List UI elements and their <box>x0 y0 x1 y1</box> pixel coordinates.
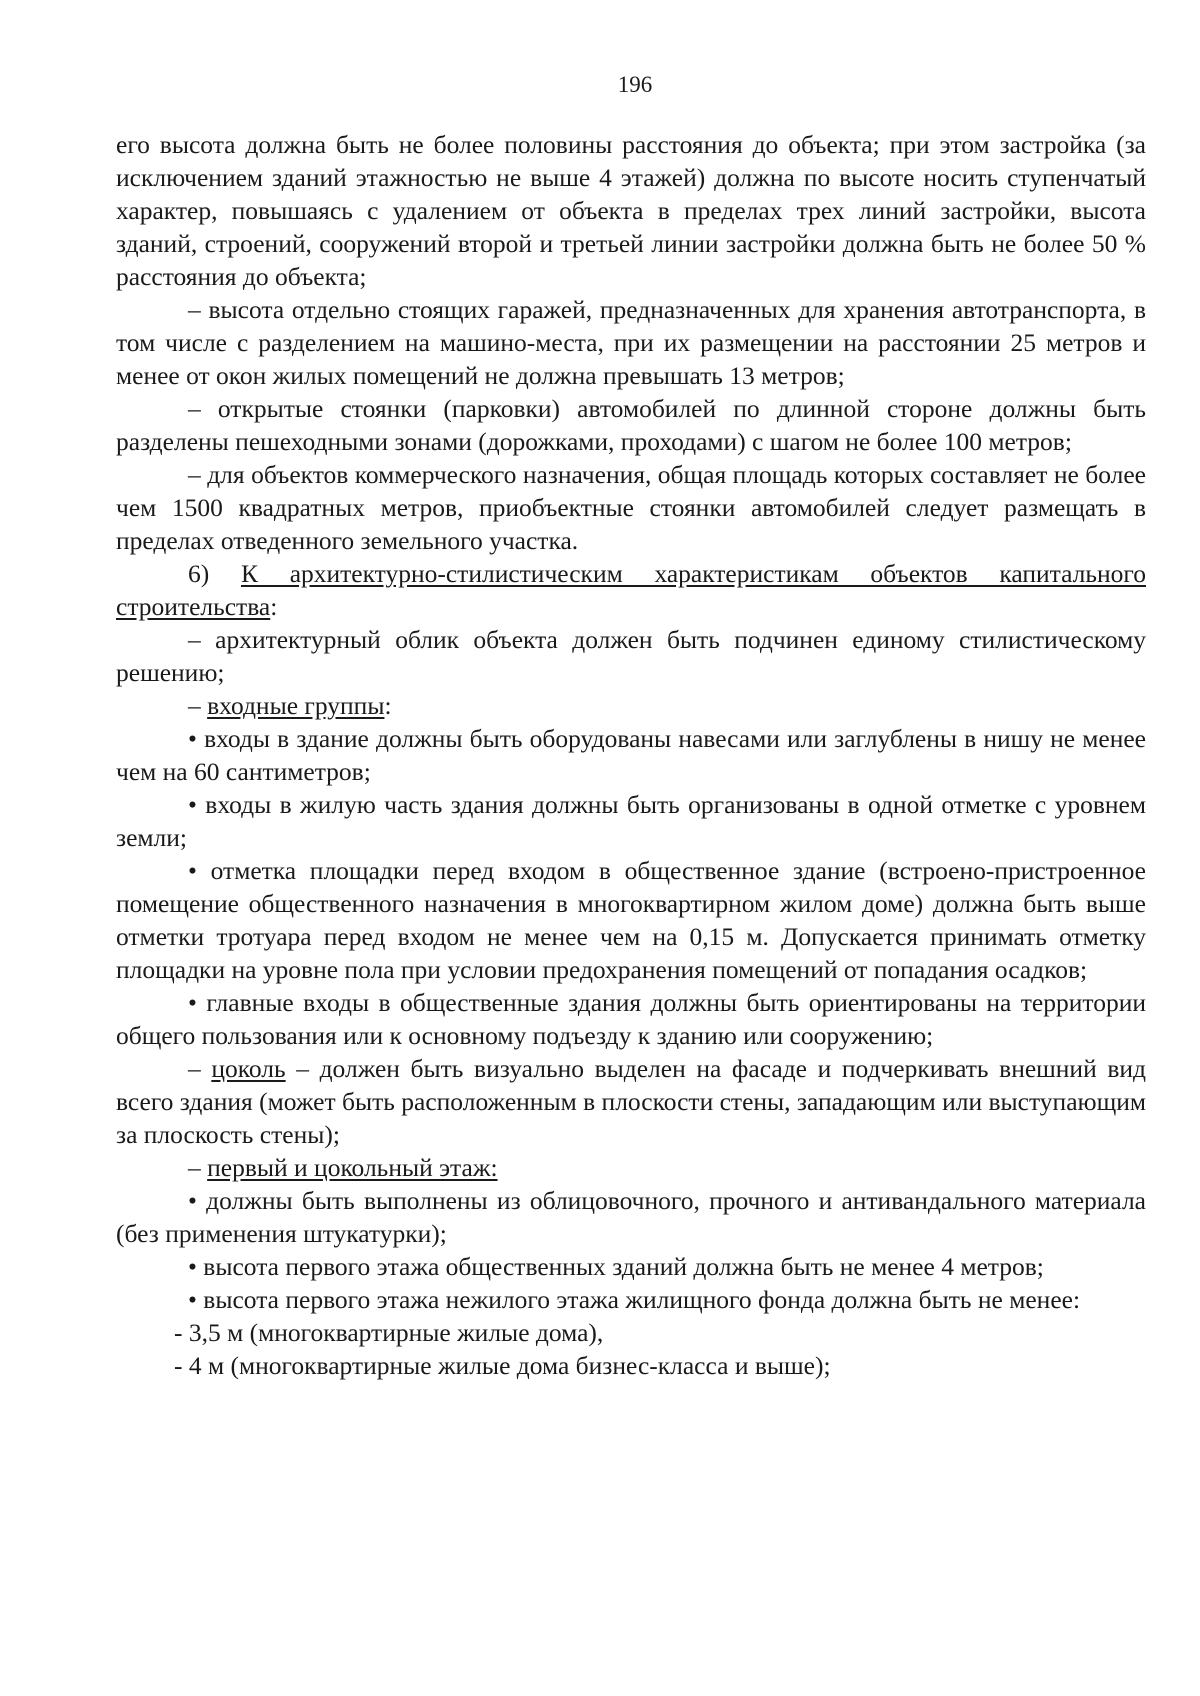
subheading-title: входные группы <box>207 691 385 720</box>
paragraph: его высота должна быть не более половины расстояния до объекта; при этом застройка (за исключением зданий этажностью не выше 4 этажей) должна по высоте носить ступенчатый характер, повышаясь с удалением от объекта в пределах трех линий застройки, высота зданий, строений, сооружений второй и третьей линии застройки должна быть не более 50 % расстояния до объекта; <box>116 130 1146 291</box>
paragraph-text: – должен быть визуально выделен на фасаде и подчеркивать внешний вид всего здания (может быть расположенным в плоскости стены, западающим или выступающим за плоскость стены); <box>116 1054 1146 1149</box>
bullet-item: • высота первого этажа нежилого этажа жилищного фонда должна быть не менее: <box>188 1285 1081 1314</box>
dash: – <box>188 1153 201 1182</box>
list-item: - 3,5 м (многоквартирные жилые дома), <box>174 1318 604 1347</box>
subheading-first-floor <box>116 1151 1146 1184</box>
paragraph: – для объектов коммерческого назначения, общая площадь которых составляет не более чем 1500 квадратных метров, приобъектные стоянки автомобилей следует размещать в пределах отведенного земельного участка. <box>116 460 1146 555</box>
list-item: - 4 м (многоквартирные жилые дома бизнес-класса и выше); <box>174 1351 831 1380</box>
bullet-item: • главные входы в общественные здания должны быть ориентированы на территории общего пользования или к основному подъезду к зданию или сооружению; <box>116 988 1146 1050</box>
paragraph: – архитектурный облик объекта должен быть подчинен единому стилистическому решению; <box>116 625 1146 687</box>
bullet-item: • должны быть выполнены из облицовочного, прочного и антивандального материала (без применения штукатурки); <box>116 1186 1146 1248</box>
subheading-colon: : <box>384 691 392 720</box>
paragraph: – открытые стоянки (парковки) автомобилей по длинной стороне должны быть разделены пешеходными зонами (дорожками, проходами) с шагом не более 100 метров; <box>116 394 1146 456</box>
paragraph: – высота отдельно стоящих гаражей, предназначенных для хранения автотранспорта, в том числе с разделением на машино-места, при их размещении на расстоянии 25 метров и менее от окон жилых помещений не должна превышать 13 метров; <box>116 295 1146 390</box>
section-number: 6) <box>188 559 210 588</box>
section-heading <box>116 557 1146 623</box>
document-body <box>116 128 1146 1382</box>
bullet-item: • входы в жилую часть здания должны быть организованы в одной отметке с уровнем земли; <box>116 790 1146 852</box>
subheading-title: цоколь <box>211 1054 286 1083</box>
page-number: 196 <box>617 72 653 97</box>
dash: – <box>188 1054 201 1083</box>
paragraph-plinth <box>116 1052 1146 1151</box>
bullet-item: • высота первого этажа общественных зданий должна быть не менее 4 метров; <box>188 1252 1044 1281</box>
section-colon: : <box>270 592 278 621</box>
subheading-entry-groups <box>116 689 1146 722</box>
dash: – <box>188 691 201 720</box>
subheading-title: первый и цокольный этаж: <box>207 1153 498 1182</box>
bullet-item: • отметка площадки перед входом в общественное здание (встроено-пристроенное помещение общественного назначения в многоквартирном жилом доме) должна быть выше отметки тротуара перед входом не менее чем на 0,15 м. Допускается принимать отметку площадки на уровне пола при условии предохранения помещений от попадания осадков; <box>116 856 1146 984</box>
section-title: К архитектурно-стилистическим характеристикам объектов капитального строительства <box>116 559 1146 621</box>
bullet-item: • входы в здание должны быть оборудованы навесами или заглублены в нишу не менее чем на 60 сантиметров; <box>116 724 1146 786</box>
